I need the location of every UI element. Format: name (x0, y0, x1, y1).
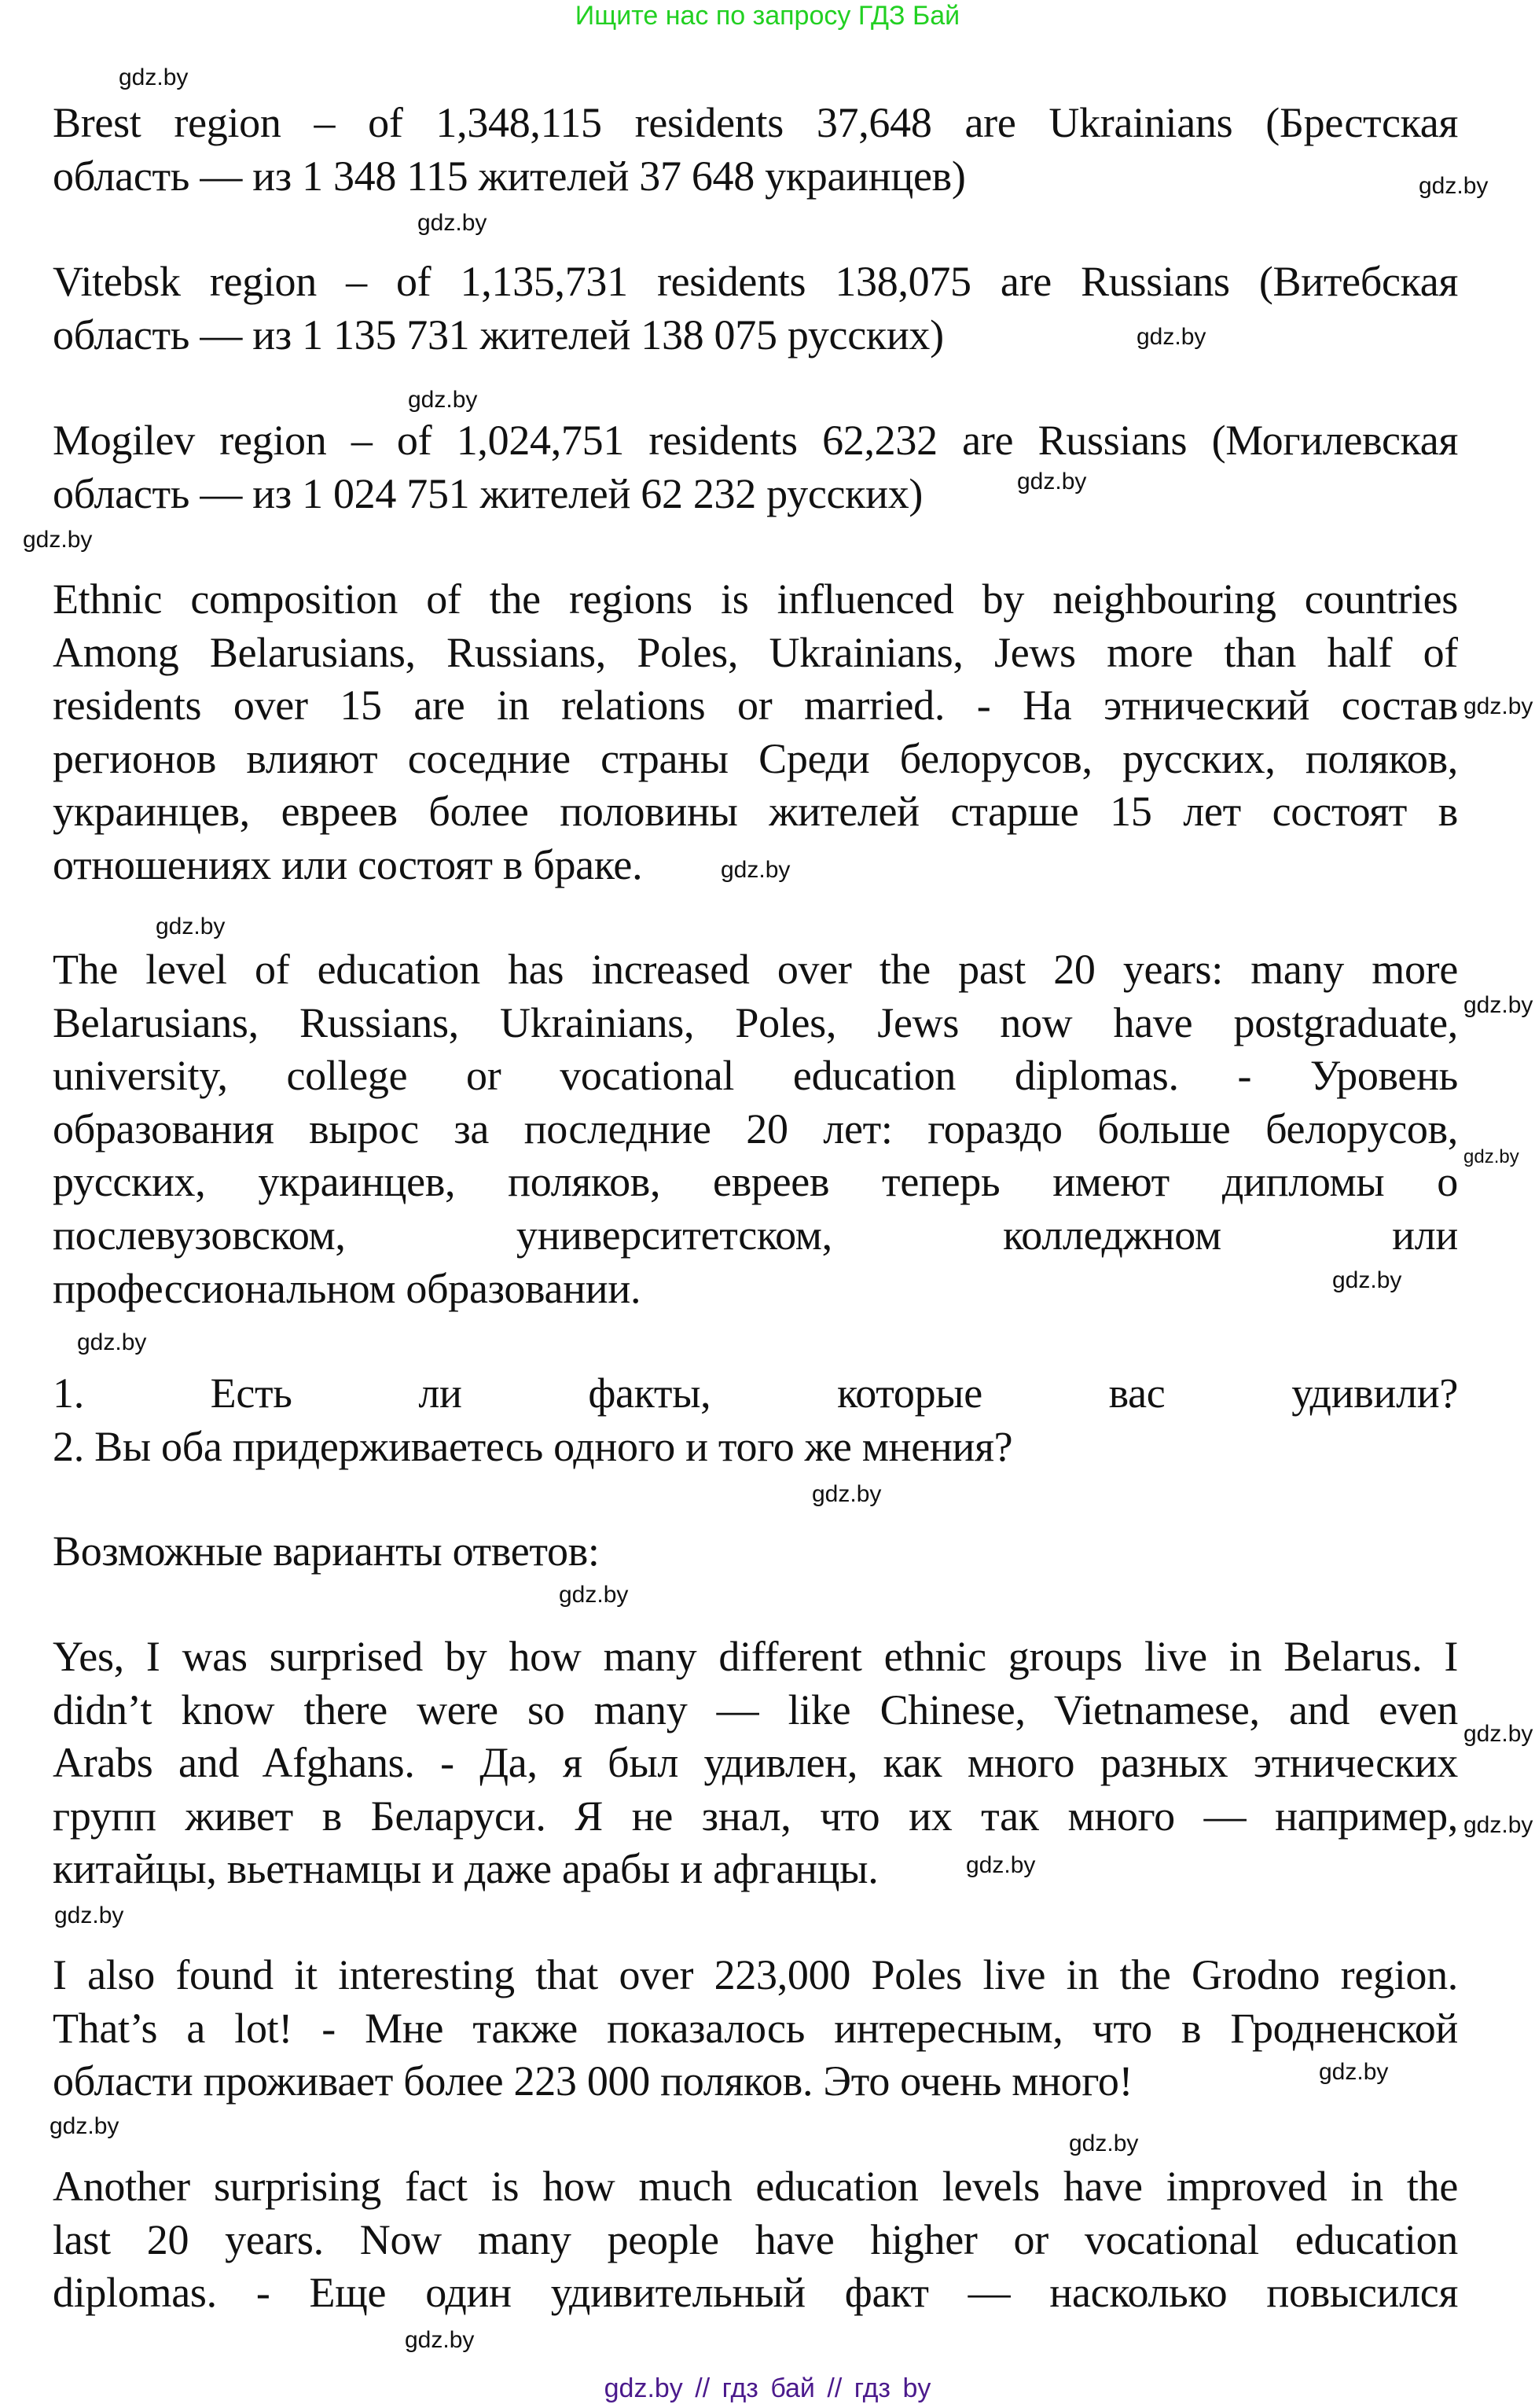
watermark: gdz.by (1419, 173, 1489, 199)
paragraph-mogilev (53, 414, 1458, 520)
paragraph-answer3 (53, 2160, 1458, 2320)
watermark: gdz.by (23, 527, 93, 553)
watermark: gdz.by (721, 857, 791, 883)
text-line: last 20 years. Now many people have higher or vocational education (53, 2215, 1458, 2263)
text-line: Arabs and Afghans. - Да, я был удивлен, как много разных этнических (53, 1739, 1458, 1787)
text-line: китайцы, вьетнамцы и даже арабы и афганцы. (53, 1845, 879, 1893)
text-line: профессиональном образовании. (53, 1264, 641, 1312)
watermark: gdz.by (1463, 1721, 1533, 1747)
text-line: That’s a lot! - Мне также показалось интересным, что в Гродненской (53, 2004, 1458, 2052)
watermark: gdz.by (1463, 693, 1533, 719)
text-line: Another surprising fact is how much education levels have improved in the (53, 2163, 1458, 2210)
text-line: didn’t know there were so many — like Chinese, Vietnamese, and even (53, 1686, 1458, 1733)
paragraph-answer1 (53, 1630, 1458, 1896)
paragraph-vitebsk (53, 256, 1458, 362)
watermark: gdz.by (405, 2327, 475, 2353)
watermark: gdz.by (50, 2113, 119, 2139)
text-line: diplomas. - Еще один удивительный факт — насколько повысился (53, 2269, 1458, 2317)
text-line: Vitebsk region – of 1,135,731 residents 138,075 are Russians (Витебская (53, 258, 1458, 305)
watermark: gdz.by (1017, 469, 1087, 494)
text-line: Возможные варианты ответов: (53, 1528, 600, 1575)
text-line: область — из 1 135 731 жителей 138 075 русских) (53, 311, 944, 358)
text-line: university, college or vocational education diplomas. - Уровень (53, 1052, 1458, 1100)
text-line: Belarusians, Russians, Ukrainians, Poles, Jews now have postgraduate, (53, 998, 1458, 1046)
watermark: gdz.by (54, 1903, 124, 1928)
text-line: украинцев, евреев более половины жителей старше 15 лет состоят в (53, 788, 1458, 836)
text-line: Yes, I was surprised by how many different ethnic groups live in Belarus. I (53, 1633, 1458, 1680)
watermark: gdz.by (156, 914, 226, 939)
watermark: gdz.by (417, 210, 487, 236)
watermark: gdz.by (1069, 2130, 1139, 2156)
footer-banner: gdz.by // гдз бай // гдз by (604, 2373, 931, 2403)
text-line: Brest region – of 1,348,115 residents 37,648 are Ukrainians (Брестская (53, 99, 1458, 146)
text-line: 2. Вы оба придерживаетесь одного и того же мнения? (53, 1422, 1013, 1470)
text-line: отношениях или состоят в браке. (53, 840, 643, 888)
watermark: gdz.by (77, 1329, 147, 1355)
text-line: Ethnic composition of the regions is influenced by neighbouring countries (53, 575, 1458, 623)
text-line: русских, украинцев, поляков, евреев теперь имеют дипломы о (53, 1158, 1458, 1206)
text-line: I also found it interesting that over 223,000 Poles live in the Grodno region. (53, 1951, 1458, 1998)
watermark: gdz.by (1463, 1812, 1533, 1838)
watermark: gdz.by (408, 387, 478, 413)
paragraph-brest (53, 97, 1458, 203)
paragraph-ethnic (53, 573, 1458, 892)
text-line: образования вырос за последние 20 лет: гораздо больше белорусов, (53, 1105, 1458, 1153)
text-line: Among Belarusians, Russians, Poles, Ukrainians, Jews more than half of (53, 628, 1458, 676)
text-line: residents over 15 are in relations or married. - На этнический состав (53, 682, 1458, 730)
paragraph-questions (53, 1367, 1458, 1473)
text-line: 1. Есть ли факты, которые вас удивили? (53, 1369, 1458, 1417)
watermark: gdz.by (1463, 992, 1533, 1018)
paragraph-education (53, 943, 1458, 1315)
search-banner: Ищите нас по запросу ГДЗ Бай (575, 1, 960, 31)
text-line: послевузовском, университетском, колледжном или (53, 1211, 1458, 1259)
paragraph-answers-heading (53, 1525, 1458, 1579)
text-line: область — из 1 348 115 жителей 37 648 украинцев) (53, 152, 966, 200)
watermark: gdz.by (1463, 1146, 1519, 1167)
text-line: области проживает более 223 000 поляков. Это очень много! (53, 2057, 1133, 2105)
watermark: gdz.by (1319, 2059, 1389, 2085)
text-line: Mogilev region – of 1,024,751 residents 62,232 are Russians (Могилевская (53, 417, 1458, 464)
watermark: gdz.by (966, 1852, 1036, 1878)
text-line: область — из 1 024 751 жителей 62 232 русских) (53, 469, 924, 517)
watermark: gdz.by (1332, 1267, 1402, 1293)
watermark: gdz.by (559, 1582, 629, 1608)
watermark: gdz.by (812, 1481, 882, 1507)
text-line: регионов влияют соседние страны Среди белорусов, русских, поляков, (53, 734, 1458, 782)
text-line: The level of education has increased over the past 20 years: many more (53, 946, 1458, 993)
text-line: групп живет в Беларуси. Я не знал, что их так много — например, (53, 1792, 1458, 1840)
watermark: gdz.by (119, 64, 189, 90)
watermark: gdz.by (1137, 324, 1206, 350)
paragraph-answer2 (53, 1949, 1458, 2108)
